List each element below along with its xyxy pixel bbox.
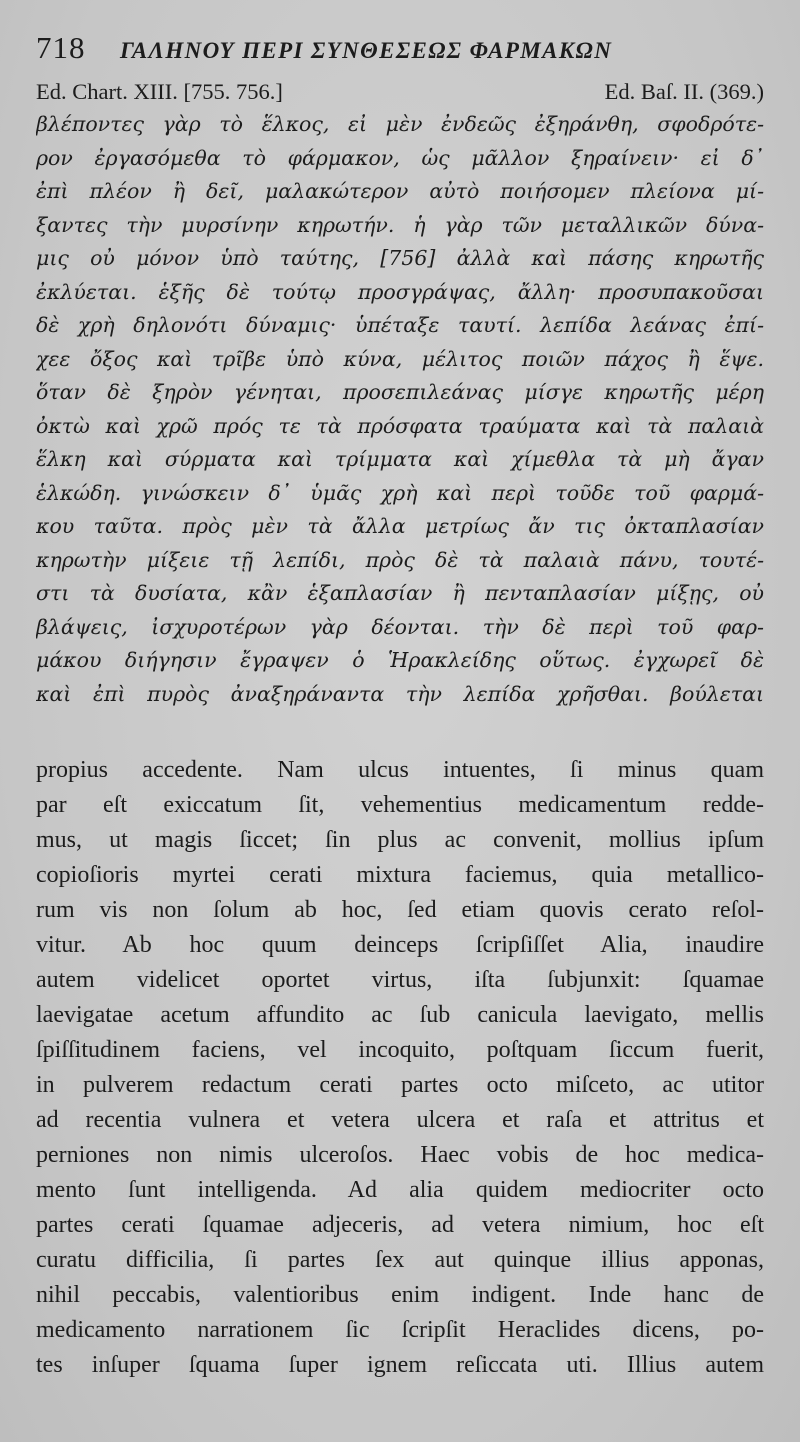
greek-text-line: μις οὐ μόνον ὑπὸ ταύτης, [756] ἀλλὰ καὶ πάσης κηρωτῆς — [36, 246, 764, 270]
latin-text-line: perniones non nimis ulceroſos. Haec vobis de hoc medica- — [36, 1142, 764, 1168]
greek-text-line: βλάψεις, ἰσχυροτέρων γὰρ δέονται. τὴν δὲ περὶ τοῦ φαρ- — [36, 614, 764, 639]
greek-text-line: χεε ὄξος καὶ τρῖβε ὑπὸ κύνα, μέλιτος ποιῶν πάχος ἢ ἕψε. — [36, 346, 764, 371]
greek-text-line: ἐπὶ πλέον ἢ δεῖ, μαλακώτερον αὐτὸ ποιήσομεν πλείονα μί- — [36, 179, 764, 203]
latin-text-line: medicamento narrationem ſic ſcripſit Heraclides dicens, po- — [36, 1317, 764, 1343]
latin-text-line: mento ſunt intelligenda. Ad alia quidem mediocriter octo — [36, 1177, 764, 1203]
greek-text-line: ρον ἐργασόμεθα τὸ φάρμακον, ὡς μᾶλλον ξηραίνειν· εἰ δ᾽ — [36, 145, 764, 170]
latin-text-line: propius accedente. Nam ulcus intuentes, ſi minus quam — [36, 757, 764, 783]
latin-text-line: in pulverem redactum cerati partes octo miſceto, ac utitor — [36, 1072, 764, 1098]
latin-text-line: copioſioris myrtei cerati mixtura faciemus, quia metallico- — [36, 862, 764, 888]
greek-text-line: ὀκτὼ καὶ χρῶ πρός τε τὰ πρόσφατα τραύματα καὶ τὰ παλαιὰ — [36, 413, 764, 438]
latin-text-line: partes cerati ſquamae adjeceris, ad vetera nimium, hoc eſt — [36, 1212, 764, 1238]
greek-text-line: δὲ χρὴ δηλονότι δύναμις· ὑπέταξε ταυτί. λεπίδα λεάνας ἐπί- — [36, 313, 764, 337]
latin-text-line: rum vis non ſolum ab hoc, ſed etiam quovis cerato reſol- — [36, 897, 764, 923]
greek-text-line: κου ταῦτα. πρὸς μὲν τὰ ἄλλα μετρίως ἄν τις ὀκταπλασίαν — [36, 514, 764, 538]
latin-text-line: vitur. Ab hoc quum deinceps ſcripſiſſet Alia, inaudire — [36, 932, 764, 958]
greek-text-line: ἑλκώδη. γινώσκειν δ᾽ ὑμᾶς χρὴ καὶ περὶ τοῦδε τοῦ φαρμά- — [36, 480, 764, 505]
greek-text-line: στι τὰ δυσίατα, κἂν ἑξαπλασίαν ἢ πενταπλασίαν μίξῃς, οὐ — [36, 581, 764, 605]
page-number: 718 — [36, 30, 86, 65]
latin-text-line: ſpiſſitudinem faciens, vel incoquito, poſtquam ſiccum fuerit, — [36, 1037, 764, 1063]
greek-text-line: καὶ ἐπὶ πυρὸς ἀναξηράναντα τὴν λεπίδα χρῆσθαι. βούλεται — [36, 681, 764, 706]
latin-text-line: laevigatae acetum affundito ac ſub canicula laevigato, mellis — [36, 1002, 764, 1028]
running-title: ΓΑΛΗΝΟΥ ΠΕΡΙ ΣΥΝΘΕΣΕΩΣ ΦΑΡΜΑΚΩΝ — [120, 38, 613, 63]
greek-text-line: ἕλκη καὶ σύρματα καὶ τρίμματα καὶ χίμεθλα τὰ μὴ ἄγαν — [36, 447, 764, 471]
latin-text-line: nihil peccabis, valentioribus enim indigent. Inde hanc de — [36, 1282, 764, 1308]
greek-text-line: ὅταν δὲ ξηρὸν γένηται, προσεπιλεάνας μίσγε κηρωτῆς μέρη — [36, 380, 764, 404]
running-head — [36, 30, 764, 74]
greek-text-block — [36, 108, 764, 711]
greek-text-line: ξαντες τὴν μυρσίνην κηρωτήν. ἡ γὰρ τῶν μεταλλικῶν δύνα- — [36, 212, 764, 237]
latin-text-block — [36, 753, 764, 1383]
edition-reference-line — [36, 76, 764, 108]
greek-text-line: κηρωτὴν μίξειε τῇ λεπίδι, πρὸς δὲ τὰ παλαιὰ πάνυ, τουτέ- — [36, 547, 764, 572]
latin-text-line: curatu difficilia, ſi partes ſex aut quinque illius apponas, — [36, 1247, 764, 1273]
latin-text-line: tes inſuper ſquama ſuper ignem reſiccata uti. Illius autem — [36, 1352, 764, 1378]
greek-text-line: ἐκλύεται. ἑξῆς δὲ τούτῳ προσγράψας, ἄλλη· προσυπακοῦσαι — [36, 279, 764, 304]
greek-text-line: βλέποντες γὰρ τὸ ἕλκος, εἰ μὲν ἐνδεῶς ἐξηράνθη, σφοδρότε- — [36, 112, 764, 136]
latin-text-line: mus, ut magis ſiccet; ſin plus ac convenit, mollius ipſum — [36, 827, 764, 853]
latin-text-line: ad recentia vulnera et vetera ulcera et raſa et attritus et — [36, 1107, 764, 1133]
latin-text-line: par eſt exiccatum ſit, vehementius medicamentum redde- — [36, 792, 764, 818]
edition-reference-right: Ed. Baſ. II. (369.) — [604, 79, 764, 104]
latin-text-line: autem videlicet oportet virtus, iſta ſubjunxit: ſquamae — [36, 967, 764, 993]
edition-reference-left: Ed. Chart. XIII. [755. 756.] — [36, 79, 283, 104]
greek-text-line: μάκου διήγησιν ἔγραψεν ὁ Ἡρακλείδης οὕτως. ἐγχωρεῖ δὲ — [36, 648, 764, 672]
